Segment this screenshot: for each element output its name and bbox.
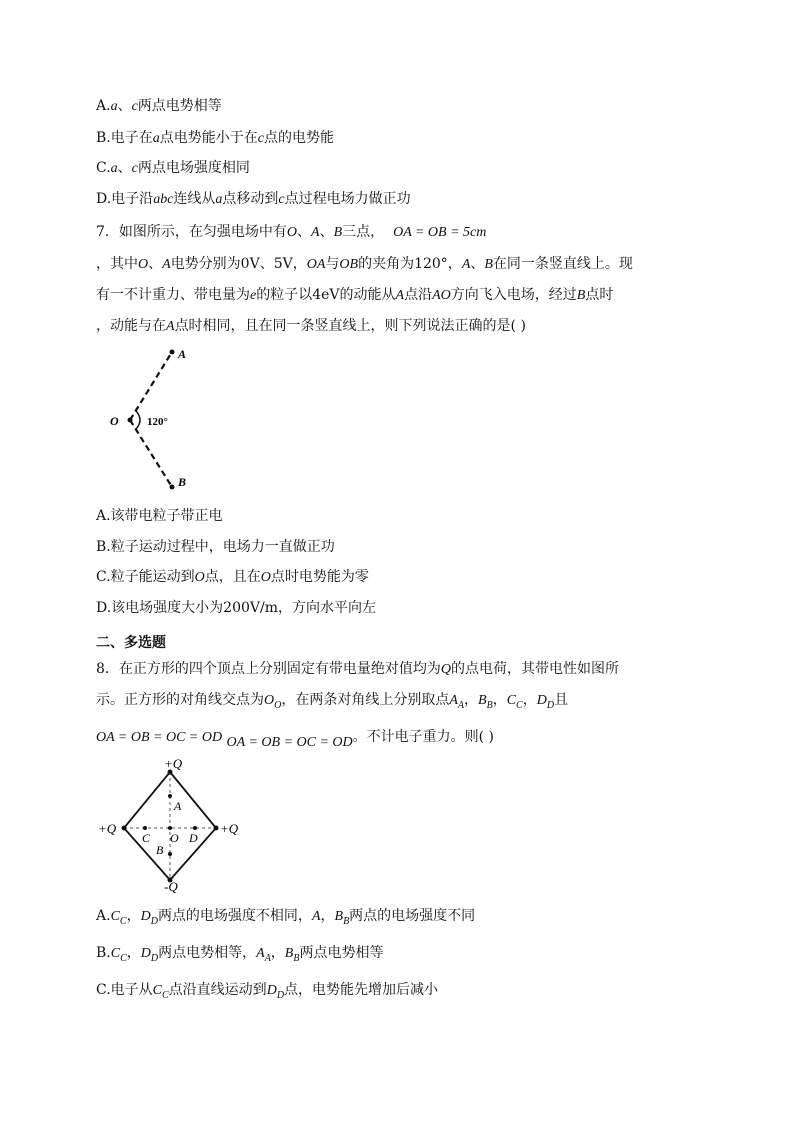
angle-arc xyxy=(136,411,140,429)
q7-stem-line-4: ，动能与在A点时相同，且在同一条竖直线上，则下列说法正确的是( ) xyxy=(96,318,526,334)
label-left-charge: +Q xyxy=(98,821,117,836)
q7-stem-line-1: 7．如图所示，在匀强电场中有O、A、B三点， OA = OB = 5cm xyxy=(96,224,487,240)
q7-figure xyxy=(100,340,220,500)
q7-option-b: B.粒子运动过程中，电场力一直做正功 xyxy=(96,539,335,555)
label-top-charge: +Q xyxy=(164,756,183,771)
label-c: C xyxy=(142,831,151,845)
point-b xyxy=(168,852,172,856)
label-d: D xyxy=(189,831,198,845)
q6-option-a: A.a、c两点电势相等 xyxy=(96,98,222,114)
q8-stem-line-2: 示。正方形的对角线交点为$O_O$，在两条对角线上分别取点$A_A$，$B_B$，$C_C$，$D_D$且 xyxy=(96,692,569,711)
q6-option-d: D.电子沿abc连线从a点移动到c点过程电场力做正功 xyxy=(96,191,411,207)
q7-stem-line-2: ，其中O、A电势分别为0V、5V，OA与OB的夹角为120°，A、B在同一条竖直线上。现 xyxy=(96,256,633,272)
point-a xyxy=(168,794,172,798)
q8-stem-line-3: OA = OB = OC = OD OA = OB = OC = OD。不计电子重力。则( ) xyxy=(96,729,495,750)
q8-option-a: $A.C_C$，$D_D$两点的电场强度不相同，A，$B_B$两点的电场强度不同 xyxy=(96,908,476,927)
q6-option-c: C.a、c两点电场强度相同 xyxy=(96,160,250,176)
q7-option-c: C.粒子能运动到O点，且在O点时电势能为零 xyxy=(96,569,369,585)
q8-option-b: $B.C_C$，$D_D$两点电势相等，$A_A$，$B_B$两点电势相等 xyxy=(96,945,384,964)
label-a: A xyxy=(178,347,187,361)
label-b: B xyxy=(178,475,187,489)
ob-dashed-line xyxy=(130,420,172,487)
charge-right xyxy=(214,826,219,831)
charge-left xyxy=(122,826,127,831)
q8-figure xyxy=(92,758,252,893)
q7-option-d: D.该电场强度大小为200V/m，方向水平向左 xyxy=(96,600,376,616)
label-o: O xyxy=(110,414,119,428)
q7-equation: OA = OB = 5cm xyxy=(393,225,487,240)
point-c xyxy=(143,826,147,830)
point-a xyxy=(170,350,175,355)
label-right-charge: +Q xyxy=(220,821,239,836)
label-o: O xyxy=(170,831,179,845)
point-d xyxy=(193,826,197,830)
point-o xyxy=(168,826,172,830)
angle-label: 120° xyxy=(147,416,168,428)
label-b: B xyxy=(156,843,164,857)
label-bottom-charge: -Q xyxy=(164,879,178,894)
q7-option-a: A.该带电粒子带正电 xyxy=(96,508,223,524)
q8-stem-line-1: 8．在正方形的四个顶点上分别固定有带电量绝对值均为Q的点电荷，其带电性如图所 xyxy=(96,661,620,677)
point-o xyxy=(128,418,133,423)
section-title: 二、多选题 xyxy=(96,635,166,651)
label-a: A xyxy=(174,799,182,813)
q6-option-b: B.电子在a点电势能小于在c点的电势能 xyxy=(96,130,334,146)
q8-option-c: C.电子从$C_C$点沿直线运动到$D_D$点，电势能先增加后减小 xyxy=(96,982,439,1001)
point-b xyxy=(170,485,175,490)
oa-dashed-line xyxy=(130,352,172,420)
q7-stem-line-3: 有一不计重力、带电量为e的粒子以4eV的动能从A点沿AO方向飞入电场，经过B点时 xyxy=(96,287,614,303)
